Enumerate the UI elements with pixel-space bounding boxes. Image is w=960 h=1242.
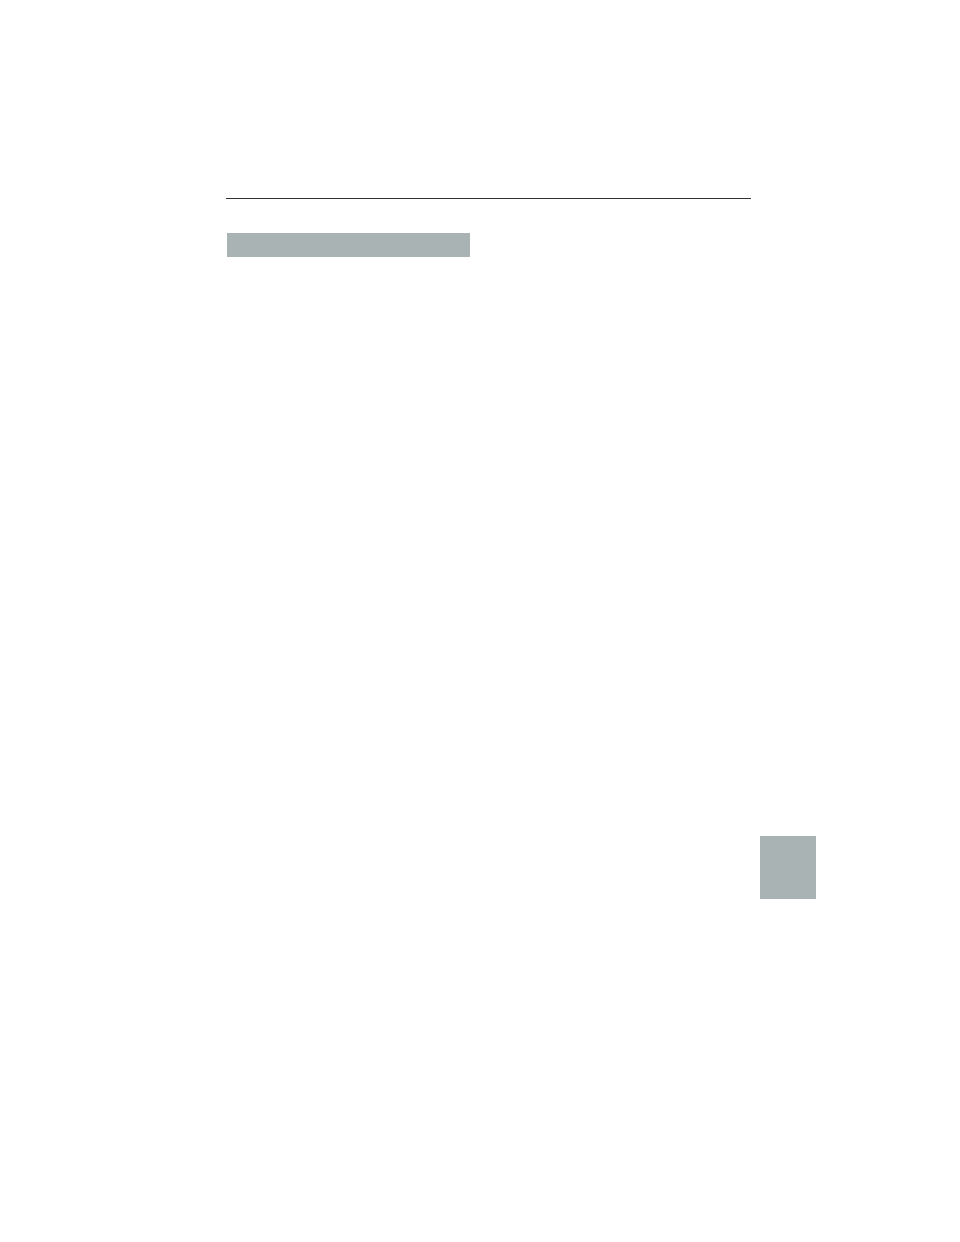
header-rule	[226, 198, 751, 199]
side-tab	[760, 836, 816, 899]
index-column	[227, 208, 470, 271]
section-bar	[227, 233, 470, 257]
